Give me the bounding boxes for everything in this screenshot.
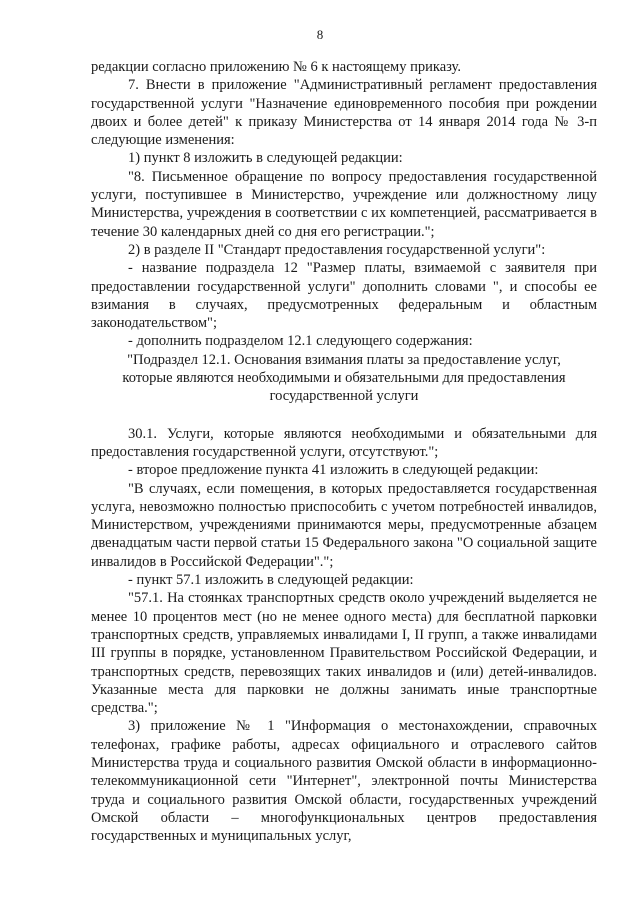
paragraph-subitem-3: 3) приложение № 1 "Информация о местонахождении, справочных телефонах, графике работы, адресах официального и отраслевого сайтов Министерства труда и социального развития Омской области в информационно-телекоммуникационной сети "Интернет", электронной почты Министерства труда и социального развития Омской области, государственных учреждений Омской области – многофункциональных центров предоставления государственных и муниципальных услуг, <box>91 718 597 845</box>
paragraph-continuation: редакции согласно приложению № 6 к настоящему приказу. <box>91 59 461 75</box>
paragraph-add-subsection: - дополнить подразделом 12.1 следующего содержания: <box>128 333 473 350</box>
paragraph-subsection-12: - название подраздела 12 "Размер платы, взимаемой с заявителя при предоставлении государственной услуги" дополнить словами ", и способы ее взимания в случаях, предусмотренных федеральным и областным законодательством"; <box>91 260 597 332</box>
paragraph-30-1: 30.1. Услуги, которые являются необходимыми и обязательными для предоставления государственной услуги, отсутствуют."; <box>91 425 597 460</box>
paragraph-subitem-2: 2) в разделе II "Стандарт предоставления государственной услуги": <box>128 241 546 258</box>
document-body <box>91 58 597 845</box>
paragraph-item-7: 7. Внести в приложение "Административный регламент предоставления государственной услуги "Назначение единовременного пособия при рождении двоих и более детей" к приказу Министерства от 14 января 2014 года № 3-п следующие изменения: <box>91 77 597 149</box>
paragraph-subitem-1: 1) пункт 8 изложить в следующей редакции: <box>128 150 403 167</box>
paragraph-item-57-1: - пункт 57.1 изложить в следующей редакции: <box>128 572 414 589</box>
paragraph-quote-57-1: "57.1. На стоянках транспортных средств около учреждений выделяется не менее 10 процентов мест (но не менее одного места) для бесплатной парковки транспортных средств, управляемых инвалидами I, II групп, а также инвалидами III группы в порядке, установленном Правительством Российской Федерации, и транспортных средств, перевозящих таких инвалидов и (или) детей-инвалидов. Указанные места для парковки не должны занимать иные транспортные средства."; <box>91 590 597 717</box>
section-gap <box>91 406 597 425</box>
paragraph-item-41: - второе предложение пункта 41 изложить в следующей редакции: <box>128 462 539 479</box>
paragraph-quote-41: "В случаях, если помещения, в которых предоставляется государственная услуга, невозможно полностью приспособить с учетом потребностей инвалидов, Министерством, учреждениями принимаются меры, предусмотренные абзацем двенадцатым части первой статьи 15 Федерального закона "О социальной защите инвалидов в Российской Федерации"."; <box>91 480 597 570</box>
page-number: 8 <box>316 27 324 42</box>
paragraph-quote-8: "8. Письменное обращение по вопросу предоставления государственной услуги, поступившее в Министерство, учреждение или должностному лицу Министерства, учреждения в соответствии с их компетенцией, рассматривается в течение 30 календарных дней со дня его регистрации."; <box>91 168 597 240</box>
subsection-heading: "Подраздел 12.1. Основания взимания платы за предоставление услуг, которые являются необходимыми и обязательными для предоставления государственной услуги <box>122 351 566 405</box>
